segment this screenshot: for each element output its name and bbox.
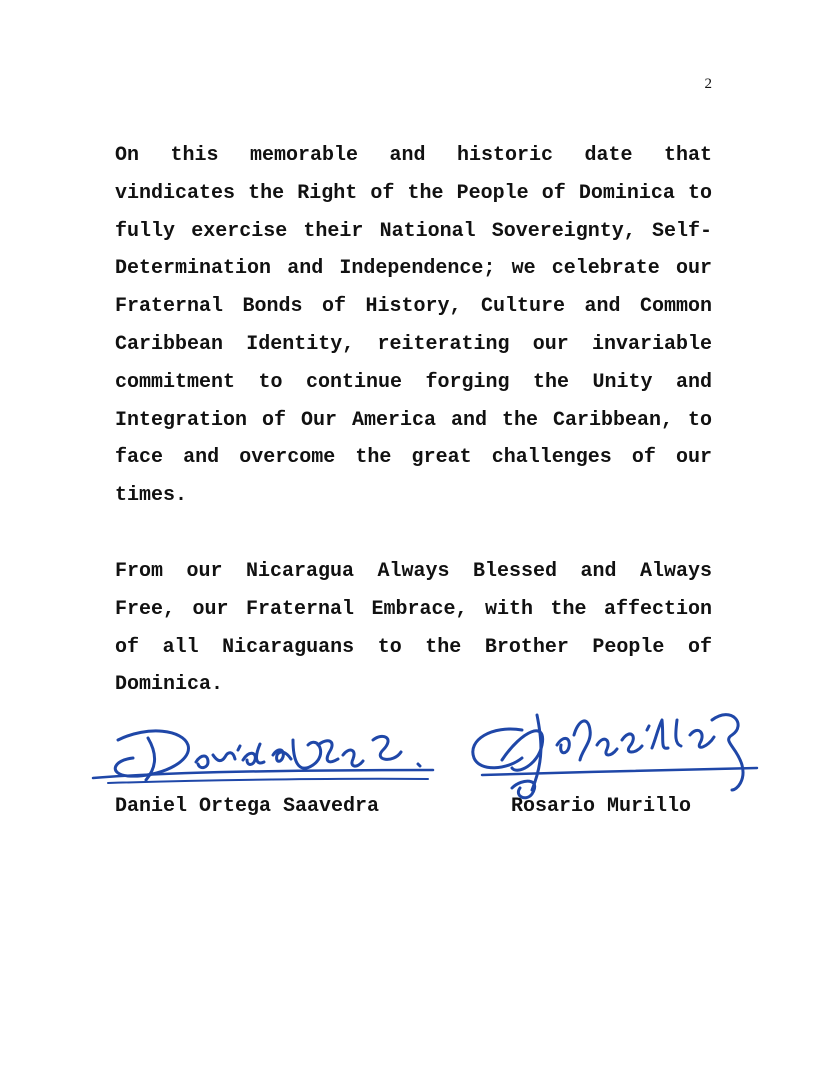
signatory-name-rosario-murillo: Rosario Murillo	[511, 795, 692, 818]
signature-block	[0, 690, 825, 850]
signature-daniel-ortega-icon	[88, 700, 448, 800]
signature-rosario-murillo-icon	[462, 690, 762, 810]
signatory-name-daniel-ortega: Daniel Ortega Saavedra	[115, 795, 380, 818]
page-number: 2	[704, 76, 712, 92]
body-paragraph-2: From our Nicaragua Always Blessed and Always Free, our Fraternal Embrace, with the affection of all Nicaraguans to the Brother People of Dominica.	[115, 560, 712, 697]
body-paragraph-1: On this memorable and historic date that vindicates the Right of the People of Dominica to fully exercise their National Sovereignty, Self-Determination and Independence; we celebrate our Fraternal Bonds of History, Culture and Common Caribbean Identity, reiterating our invariable commitment to continue forging the Unity and Integration of Our America and the Caribbean, to face and overcome the great challenges of our times.	[115, 144, 712, 508]
